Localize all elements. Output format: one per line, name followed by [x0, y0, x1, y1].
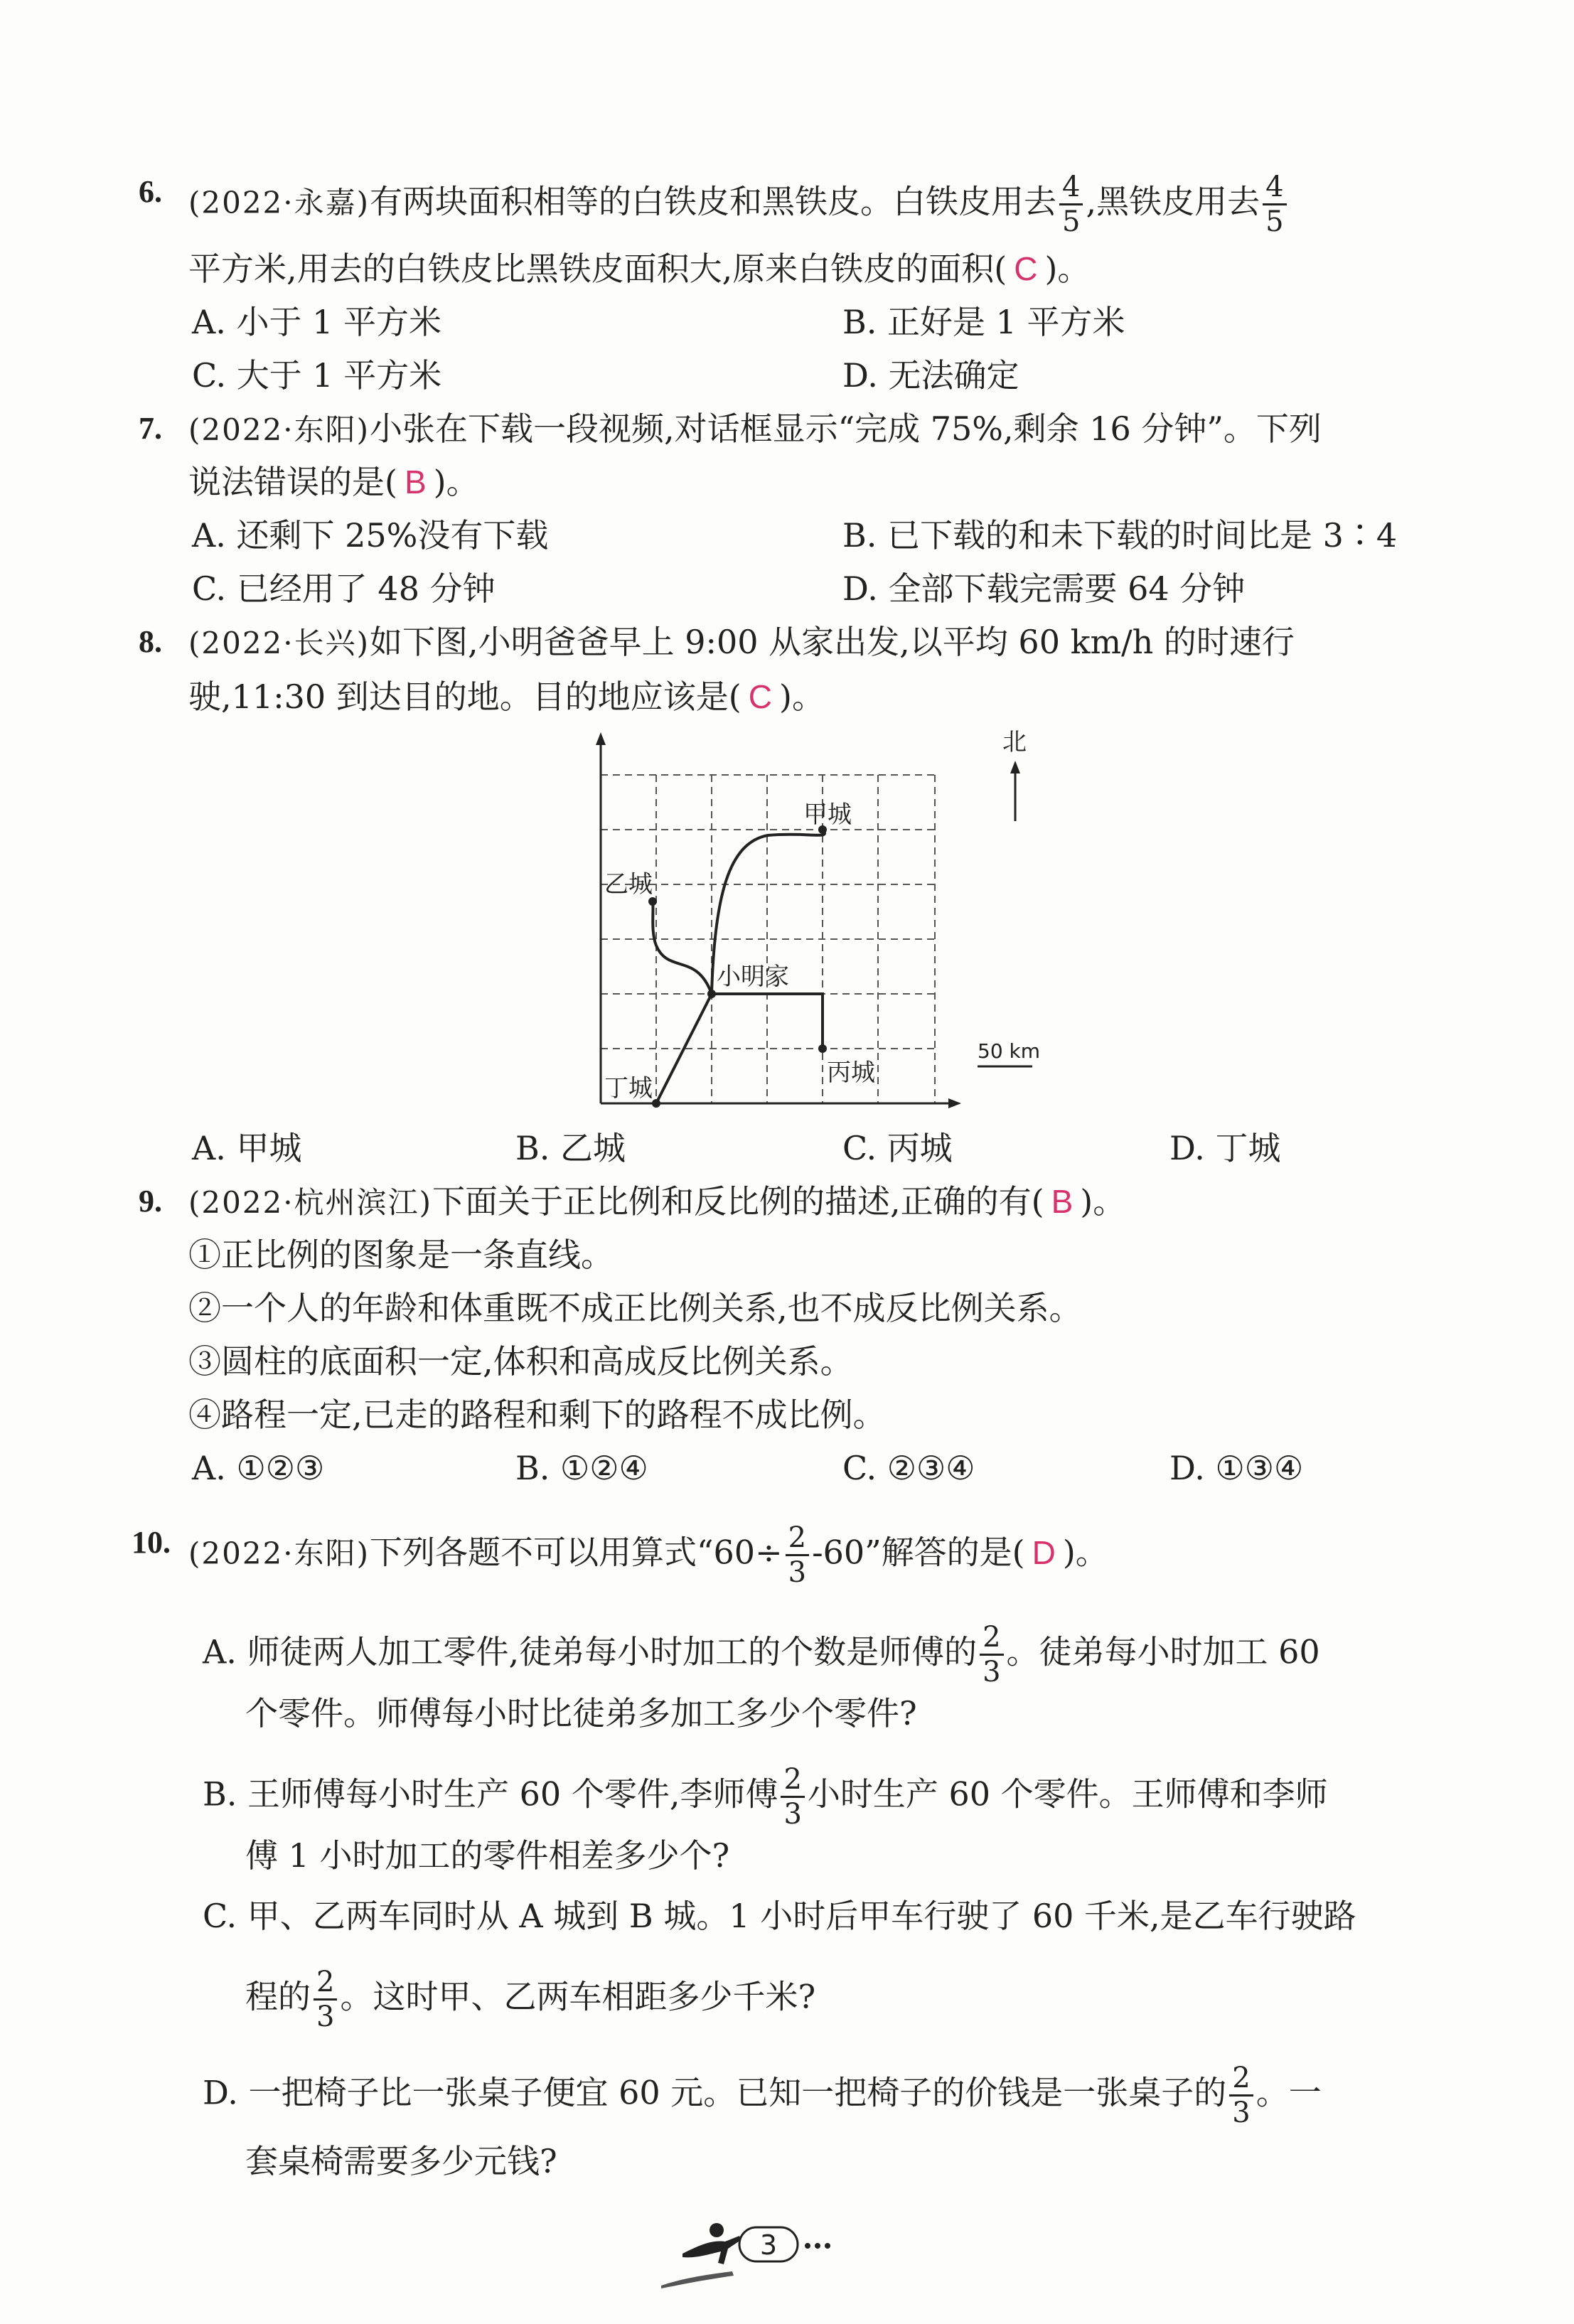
- page-footer: [654, 2215, 882, 2293]
- y-axis-arrow-icon: [596, 732, 606, 745]
- north-label: 北: [1002, 728, 1027, 756]
- q8-number: 8.: [139, 624, 162, 659]
- q8-option-c: C. 丙城: [842, 1129, 953, 1167]
- q6-text1: 有两块面积相等的白铁皮和黑铁皮。白铁皮用去: [370, 182, 1057, 221]
- label-jia: 甲城: [803, 800, 852, 829]
- q7-number: 7.: [139, 411, 162, 446]
- q9-option-b: B. ①②④: [515, 1449, 648, 1487]
- q6-source: (2022·永嘉): [188, 185, 370, 220]
- q10-option-c-line1: C. 甲、乙两车同时从 A 城到 B 城。1 小时后甲车行驶了 60 千米,是乙车行驶路: [203, 1897, 1356, 1935]
- q7-option-c: C. 已经用了 48 分钟: [192, 569, 496, 608]
- q7-option-d: D. 全部下载完需要 64 分钟: [842, 569, 1246, 608]
- q10-option-a-line2: 个零件。师傅每小时比徒弟多加工多少个零件?: [245, 1694, 917, 1733]
- q8-line1: (2022·长兴)如下图,小明爸爸早上 9:00 从家出发,以平均 60 km/h 的时速行: [188, 623, 1295, 661]
- q8-source: (2022·长兴): [188, 626, 370, 660]
- map-grid: [601, 775, 935, 1103]
- q7-option-a: A. 还剩下 25%没有下载: [192, 516, 549, 555]
- north-arrowhead-icon: [1010, 761, 1020, 773]
- q9-number: 9.: [139, 1184, 162, 1219]
- q10-fraction: $\frac{2}{3}$: [786, 1521, 809, 1589]
- q7-answer: B: [404, 464, 427, 500]
- q9-statement-3: ③圆柱的底面积一定,体积和高成反比例关系。: [188, 1342, 853, 1381]
- q6-option-d: D. 无法确定: [842, 356, 1019, 395]
- q10-option-b-line2: 傅 1 小时加工的零件相差多少个?: [245, 1836, 730, 1875]
- label-ding: 丁城: [604, 1074, 653, 1103]
- q10-d-fraction: $\frac{2}{3}$: [1229, 2062, 1253, 2129]
- q6-number: 6.: [139, 174, 162, 209]
- q10-option-d-line1: D. 一把椅子比一张桌子便宜 60 元。已知一把椅子的价钱是一张桌子的 $\frac{2}{3}$ 。一: [203, 2062, 1322, 2129]
- q9-source: (2022·杭州滨江): [188, 1185, 433, 1220]
- q10-option-b-line1: B. 王师傅每小时生产 60 个零件,李师傅 $\frac{2}{3}$ 小时生产 60 个零件。王师傅和李师: [203, 1763, 1328, 1831]
- label-bing: 丙城: [827, 1059, 875, 1087]
- q9-answer: B: [1051, 1183, 1074, 1220]
- q9-statement-1: ①正比例的图象是一条直线。: [188, 1236, 614, 1274]
- q9-line1: (2022·杭州滨江)下面关于正比例和反比例的描述,正确的有( B )。: [188, 1182, 1126, 1221]
- page-number: 3: [759, 2229, 778, 2261]
- q8-option-b: B. 乙城: [515, 1129, 626, 1167]
- q6-fraction-2: $\frac{4}{5}$: [1263, 171, 1286, 238]
- q10-source: (2022·东阳): [188, 1536, 370, 1571]
- q6-fraction-1: $\frac{4}{5}$: [1059, 171, 1083, 238]
- runner-icon: [661, 2223, 741, 2288]
- route-map-figure: [555, 718, 1081, 1137]
- q6-line2: 平方米,用去的白铁皮比黑铁皮面积大,原来白铁皮的面积( C )。: [188, 250, 1091, 288]
- scale-label: 50 km: [978, 1039, 1041, 1063]
- q10-b-fraction: $\frac{2}{3}$: [781, 1763, 804, 1831]
- q10-answer: D: [1032, 1533, 1056, 1571]
- q10-option-c-line2: 程的 $\frac{2}{3}$ 。这时甲、乙两车相距多少千米?: [245, 1966, 816, 2033]
- q9-option-c: C. ②③④: [842, 1449, 975, 1487]
- q10-c-fraction: $\frac{2}{3}$: [314, 1966, 337, 2033]
- q9-option-d: D. ①③④: [1169, 1449, 1304, 1487]
- q8-answer: C: [748, 678, 772, 715]
- home-dot: [707, 990, 716, 998]
- ding-city-dot: [652, 1099, 660, 1108]
- page-dots: [805, 2243, 830, 2249]
- q10-a-fraction: $\frac{2}{3}$: [980, 1621, 1003, 1688]
- q10-option-d-line2: 套桌椅需要多少元钱?: [245, 2142, 557, 2180]
- q6-line1: [188, 171, 1290, 238]
- q6-answer: C: [1014, 250, 1038, 287]
- q10-option-a-line1: A. 师徒两人加工零件,徒弟每小时加工的个数是师傅的 $\frac{2}{3}$ 。徒弟每小时加工 60: [203, 1621, 1320, 1688]
- x-axis-arrow-icon: [948, 1098, 961, 1108]
- q7-line2: 说法错误的是( B )。: [188, 463, 479, 501]
- q6-option-a: A. 小于 1 平方米: [192, 303, 441, 341]
- bing-city-dot: [818, 1044, 827, 1053]
- q9-option-a: A. ①②③: [192, 1449, 325, 1487]
- q6-option-b: B. 正好是 1 平方米: [842, 303, 1125, 341]
- q10-line1: (2022·东阳)下列各题不可以用算式“60÷ $\frac{2}{3}$ -60”解答的是( D )。: [188, 1521, 1108, 1589]
- q9-statement-2: ②一个人的年龄和体重既不成正比例关系,也不成反比例关系。: [188, 1289, 1082, 1327]
- q8-line2: 驶,11:30 到达目的地。目的地应该是( C )。: [188, 678, 825, 716]
- q9-statement-4: ④路程一定,已走的路程和剩下的路程不成比例。: [188, 1396, 886, 1434]
- q7-source: (2022·东阳): [188, 412, 370, 447]
- q7-line1: (2022·东阳)小张在下载一段视频,对话框显示“完成 75%,剩余 16 分钟”。下列: [188, 409, 1322, 448]
- label-yi: 乙城: [604, 870, 653, 899]
- q6-text2: ,黑铁皮用去: [1086, 182, 1260, 221]
- label-home: 小明家: [717, 963, 789, 991]
- q8-option-a: A. 甲城: [192, 1129, 302, 1167]
- q6-option-c: C. 大于 1 平方米: [192, 356, 442, 395]
- q7-option-b: B. 已下载的和未下载的时间比是 3∶4: [842, 516, 1398, 555]
- q10-number: 10.: [132, 1525, 171, 1560]
- q8-option-d: D. 丁城: [1169, 1129, 1281, 1167]
